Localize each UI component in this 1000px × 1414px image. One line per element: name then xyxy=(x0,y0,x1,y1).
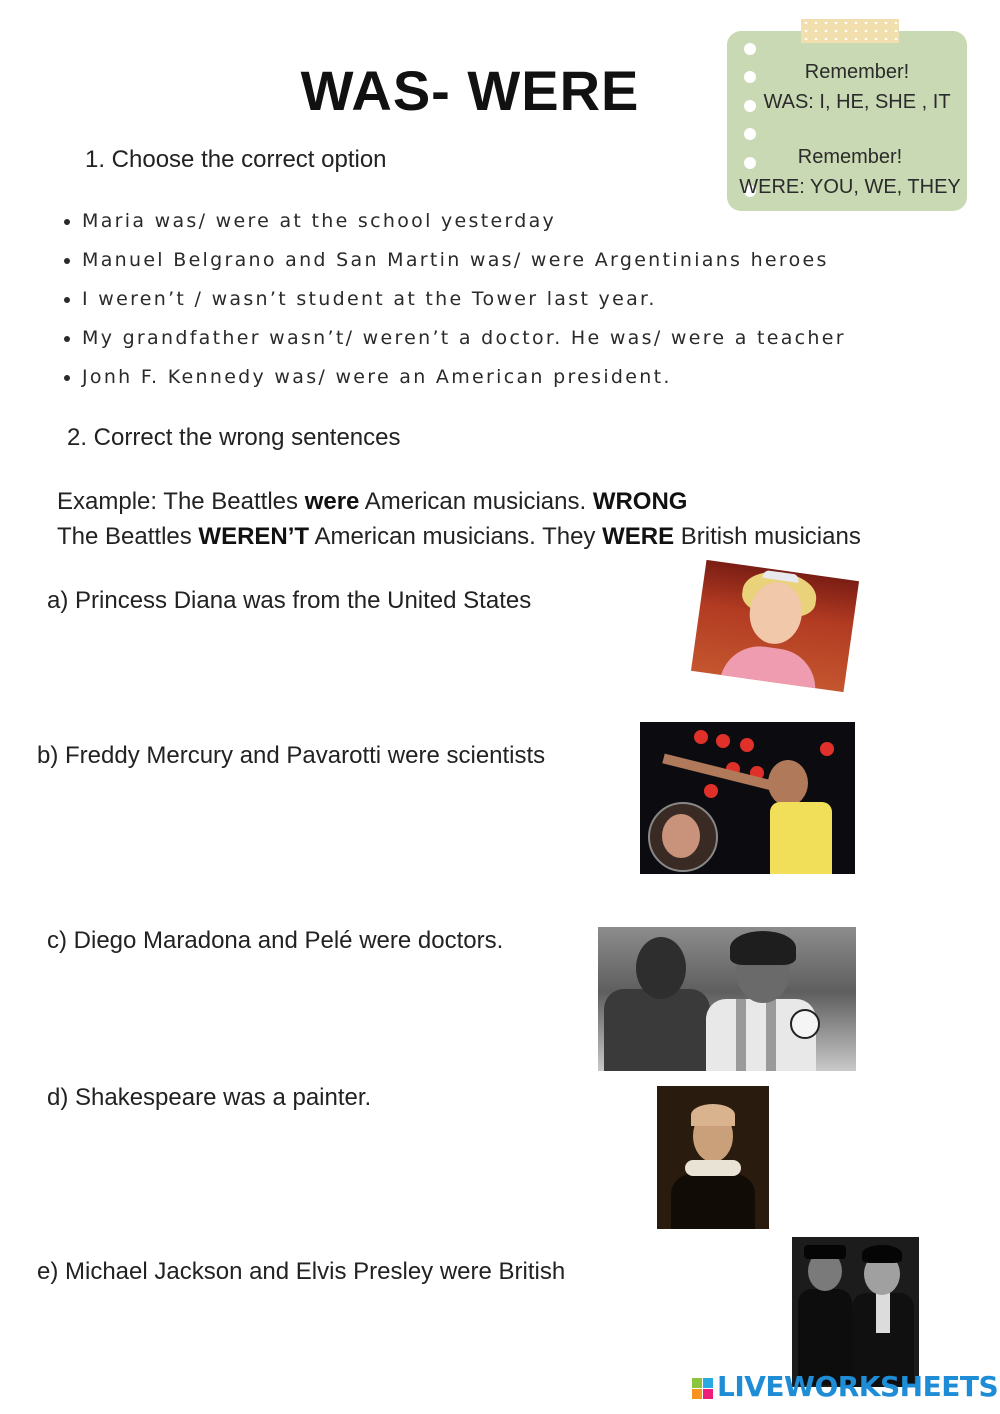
example-line-1: Example: The Beattles were American musicians. WRONG xyxy=(57,488,688,515)
binder-hole-icon xyxy=(744,128,756,140)
exercise-item-b: b) Freddy Mercury and Pavarotti were scientists xyxy=(37,742,546,769)
note-line: WERE: YOU, WE, THEY xyxy=(739,176,961,198)
exercise-item-a: a) Princess Diana was from the United States xyxy=(47,587,532,614)
note-line: Remember! xyxy=(804,61,910,83)
binder-hole-icon xyxy=(744,43,756,55)
section2-heading: 2. Correct the wrong sentences xyxy=(67,424,401,451)
list-item: • Jonh F. Kennedy was/ were an American president. xyxy=(82,358,846,397)
exercise-item-e: e) Michael Jackson and Elvis Presley were British xyxy=(37,1258,566,1285)
freddie-pavarotti-photo xyxy=(640,722,855,874)
example-line-2: The Beattles WEREN’T American musicians. They WERE British musicians xyxy=(57,523,861,550)
jackson-presley-photo xyxy=(792,1237,919,1387)
exercise-item-c: c) Diego Maradona and Pelé were doctors. xyxy=(47,927,504,954)
note-line: WAS: I, HE, SHE , IT xyxy=(763,91,951,113)
reminder-note xyxy=(727,31,967,211)
list-item: • My grandfather wasn’t/ weren’t a doctor. He was/ were a teacher xyxy=(82,319,846,358)
tape-decoration xyxy=(801,19,899,43)
bullet-list xyxy=(58,202,846,397)
princess-diana-photo xyxy=(691,560,859,692)
section1-heading: 1. Choose the correct option xyxy=(85,146,387,173)
note-line: Remember! xyxy=(797,146,903,168)
liveworksheets-icon xyxy=(692,1378,714,1400)
list-item: • Maria was/ were at the school yesterday xyxy=(82,202,846,241)
exercise-item-d: d) Shakespeare was a painter. xyxy=(47,1084,372,1111)
shakespeare-portrait xyxy=(657,1086,769,1229)
list-item: • I weren’t / wasn’t student at the Tower last year. xyxy=(82,280,846,319)
brand-text: LIVEWORKSHEETS xyxy=(717,1370,999,1403)
pele-maradona-photo xyxy=(598,927,856,1071)
list-item: • Manuel Belgrano and San Martin was/ were Argentinians heroes xyxy=(82,241,846,280)
page-title: WAS- WERE xyxy=(300,59,640,122)
